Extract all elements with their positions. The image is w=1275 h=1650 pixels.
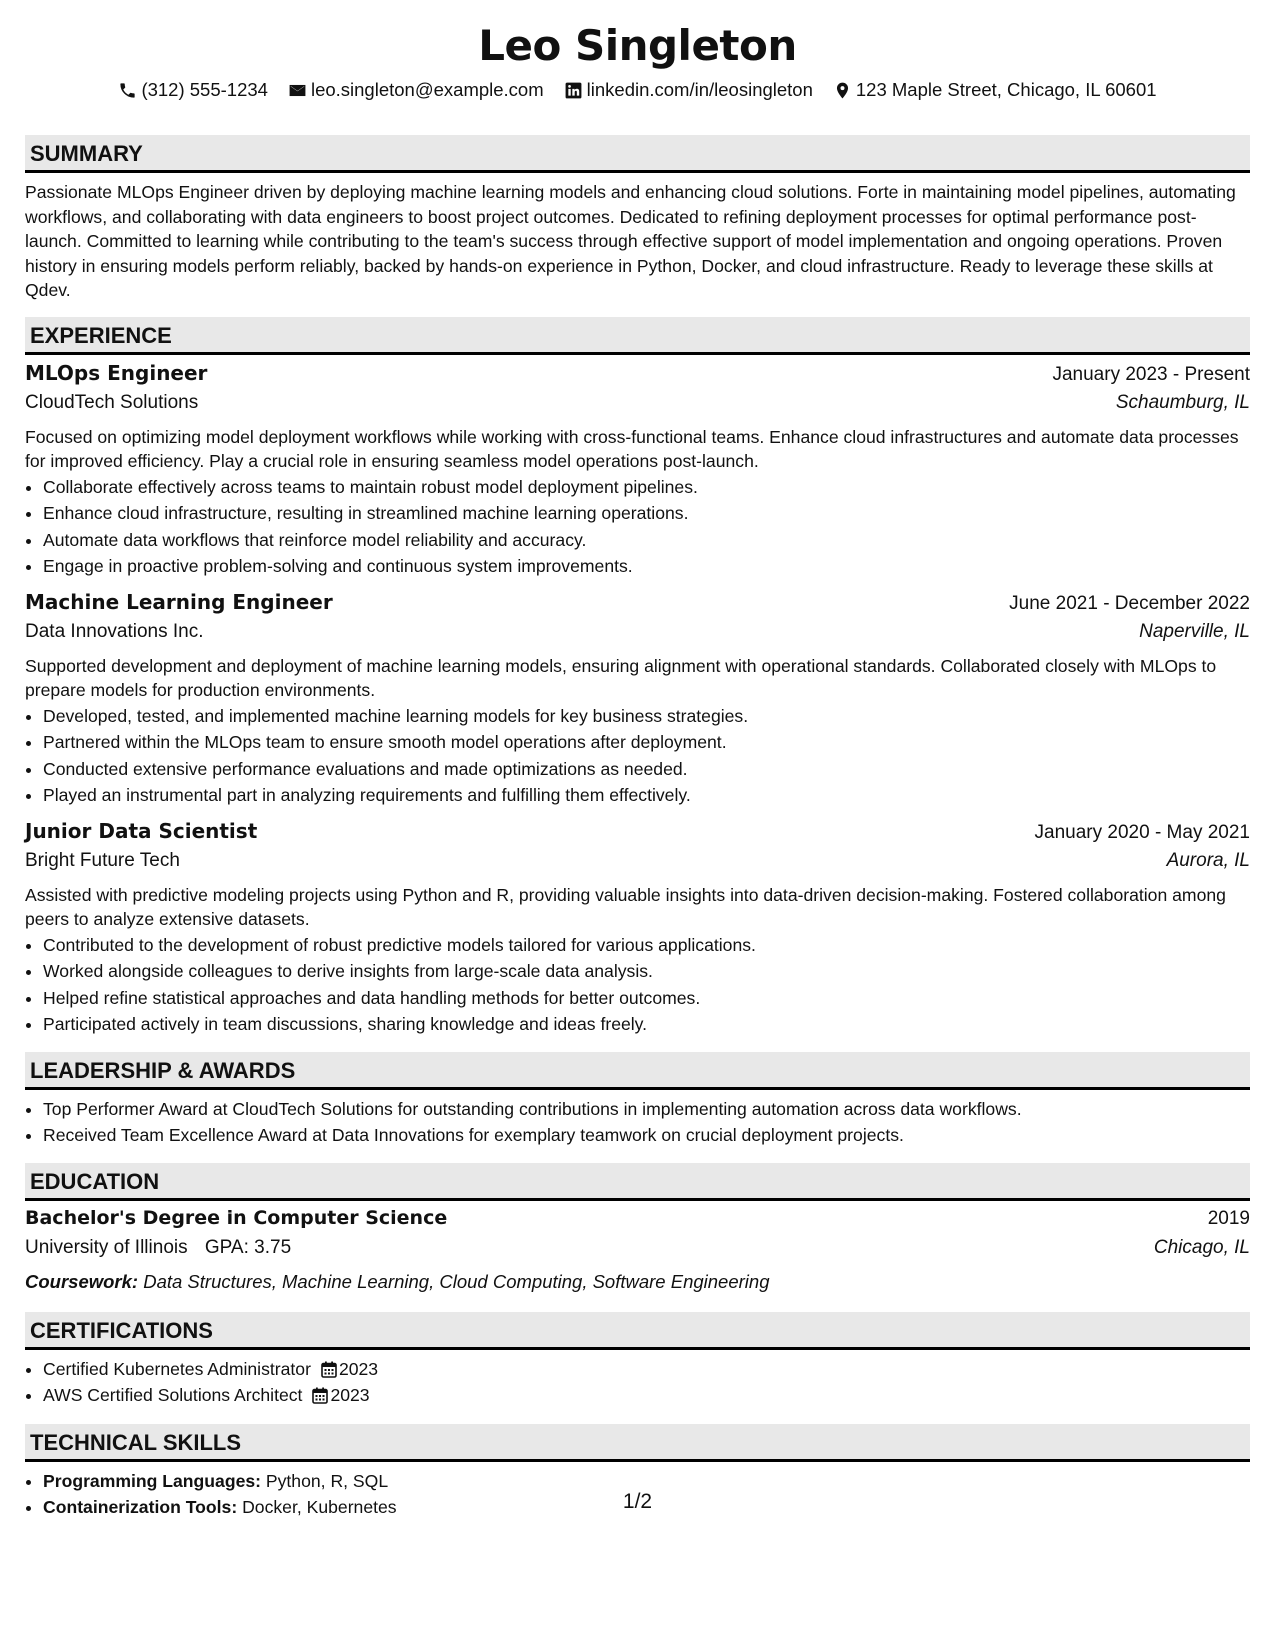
map-marker-icon [833, 81, 852, 100]
job-title: Machine Learning Engineer [25, 589, 333, 614]
email-text: leo.singleton@example.com [310, 79, 544, 100]
job-location: Aurora, IL [1166, 849, 1250, 871]
job-bullets [25, 703, 1250, 809]
list-item: • Collaborate effectively across teams to maintain robust model deployment pipelines. [43, 474, 1250, 501]
linkedin-text: linkedin.com/in/leosingleton [586, 79, 813, 100]
contact-bar [25, 76, 1250, 104]
gpa: GPA: 3.75 [204, 1236, 292, 1258]
list-item: • Developed, tested, and implemented machine learning models for key business strategies. [43, 703, 1250, 730]
job-company: Data Innovations Inc. [25, 620, 204, 642]
certification-name: AWS Certified Solutions Architect [43, 1385, 303, 1405]
linkedin-icon [564, 81, 583, 100]
school-location: Chicago, IL [1153, 1236, 1250, 1258]
degree-title: Bachelor's Degree in Computer Science [25, 1206, 448, 1229]
job-bullets [25, 474, 1250, 580]
calendar-icon [312, 1387, 328, 1404]
certifications-list [25, 1356, 1250, 1409]
calendar-icon [321, 1361, 337, 1378]
list-item: • Engage in proactive problem-solving and continuous system improvements. [43, 553, 1250, 580]
contact-email[interactable] [288, 79, 544, 101]
contact-linkedin[interactable] [564, 79, 813, 101]
candidate-name: Leo Singleton [478, 21, 797, 70]
coursework [25, 1267, 1250, 1297]
skill-label: Programming Languages: [43, 1470, 261, 1491]
list-item: • Enhance cloud infrastructure, resulting in streamlined machine learning operations. [43, 500, 1250, 527]
skill-label: Containerization Tools: [43, 1497, 238, 1517]
certifications-heading: CERTIFICATIONS [25, 1312, 1250, 1350]
skills-heading: TECHNICAL SKILLS [25, 1424, 1250, 1462]
list-item: • Received Team Excellence Award at Data Innovations for exemplary teamwork on crucial deployment projects. [43, 1122, 1250, 1149]
school-name: University of Illinois [25, 1236, 188, 1258]
list-item: • Conducted extensive performance evaluations and made optimizations as needed. [43, 756, 1250, 783]
job-description: Supported development and deployment of machine learning models, ensuring alignment with operational standards. Collaborated closely with MLOps to prepare models for production environments. [25, 655, 1217, 700]
experience-heading: EXPERIENCE [25, 317, 1250, 355]
leadership-heading: LEADERSHIP & AWARDS [25, 1052, 1250, 1090]
job-dates: June 2021 - December 2022 [1009, 592, 1250, 614]
job-entry [25, 819, 1250, 1038]
job-entry [25, 590, 1250, 809]
job-title: Junior Data Scientist [25, 818, 258, 843]
job-description: Assisted with predictive modeling projects using Python and R, providing valuable insights into data-driven decision-making. Fostered collaboration among peers to analyze extensive datasets. [25, 884, 1226, 929]
job-location: Naperville, IL [1139, 620, 1250, 642]
coursework-list: Data Structures, Machine Learning, Cloud Computing, Software Engineering [143, 1270, 770, 1292]
job-description: Focused on optimizing model deployment workflows while working with cross-functional teams. Enhance cloud infrastructures and automate data processes for improved efficiency. Play a crucial role in ensuring seamless model operations post-launch. [25, 426, 1239, 471]
job-company: Bright Future Tech [25, 849, 180, 871]
job-entry [25, 361, 1250, 580]
graduation-year: 2019 [1207, 1207, 1250, 1229]
list-item: • Participated actively in team discussions, sharing knowledge and ideas freely. [43, 1011, 1250, 1038]
leadership-list [25, 1096, 1250, 1149]
list-item [43, 1356, 1250, 1383]
list-item: • Automate data workflows that reinforce model reliability and accuracy. [43, 527, 1250, 554]
list-item [43, 1382, 1250, 1409]
contact-address [833, 79, 1157, 101]
resume-page [25, 0, 1250, 1521]
job-company: CloudTech Solutions [25, 391, 199, 413]
list-item: • Worked alongside colleagues to derive insights from large-scale data analysis. [43, 958, 1250, 985]
phone-icon [118, 81, 137, 100]
job-title: MLOps Engineer [25, 360, 208, 385]
education-heading: EDUCATION [25, 1163, 1250, 1201]
job-location: Schaumburg, IL [1115, 391, 1250, 413]
certification-year: 2023 [338, 1358, 379, 1379]
job-dates: January 2020 - May 2021 [1034, 821, 1250, 843]
list-item: • Partnered within the MLOps team to ensure smooth model operations after deployment. [43, 729, 1250, 756]
coursework-label: Coursework: [25, 1270, 139, 1292]
list-item: • Played an instrumental part in analyzing requirements and fulfilling them effectively. [43, 782, 1250, 809]
page-number: 1/2 [622, 1490, 653, 1513]
certification-year: 2023 [330, 1385, 370, 1405]
summary-text: Passionate MLOps Engineer driven by deploying machine learning models and enhancing cloud solutions. Forte in maintaining model pipelines, automating workflows, and collaborating with data engineers to boost project outcomes. Dedicated to refining deployment processes for optimal performance post-launch. Committed to learning while contributing to the team's success through effective support of model implementation and ongoing operations. Proven history in ensuring models perform reliably, backed by hands-on experience in Python, Docker, and cloud infrastructure. Ready to leverage these skills at Qdev. [25, 182, 1236, 300]
certification-name: Certified Kubernetes Administrator [43, 1358, 311, 1379]
skill-value: Python, R, SQL [265, 1470, 389, 1491]
list-item: • Top Performer Award at CloudTech Solutions for outstanding contributions in implementing automation across data workflows. [43, 1096, 1250, 1123]
job-bullets [25, 932, 1250, 1038]
address-text: 123 Maple Street, Chicago, IL 60601 [855, 79, 1157, 100]
job-dates: January 2023 - Present [1052, 363, 1250, 385]
list-item: • Helped refine statistical approaches and data handling methods for better outcomes. [43, 985, 1250, 1012]
contact-phone [118, 79, 268, 101]
list-item: • Contributed to the development of robust predictive models tailored for various applications. [43, 932, 1250, 959]
skill-value: Docker, Kubernetes [242, 1497, 397, 1517]
summary-heading: SUMMARY [25, 135, 1250, 173]
education-entry [25, 1207, 1250, 1297]
envelope-icon [288, 81, 307, 100]
phone-text: (312) 555-1234 [141, 79, 268, 100]
